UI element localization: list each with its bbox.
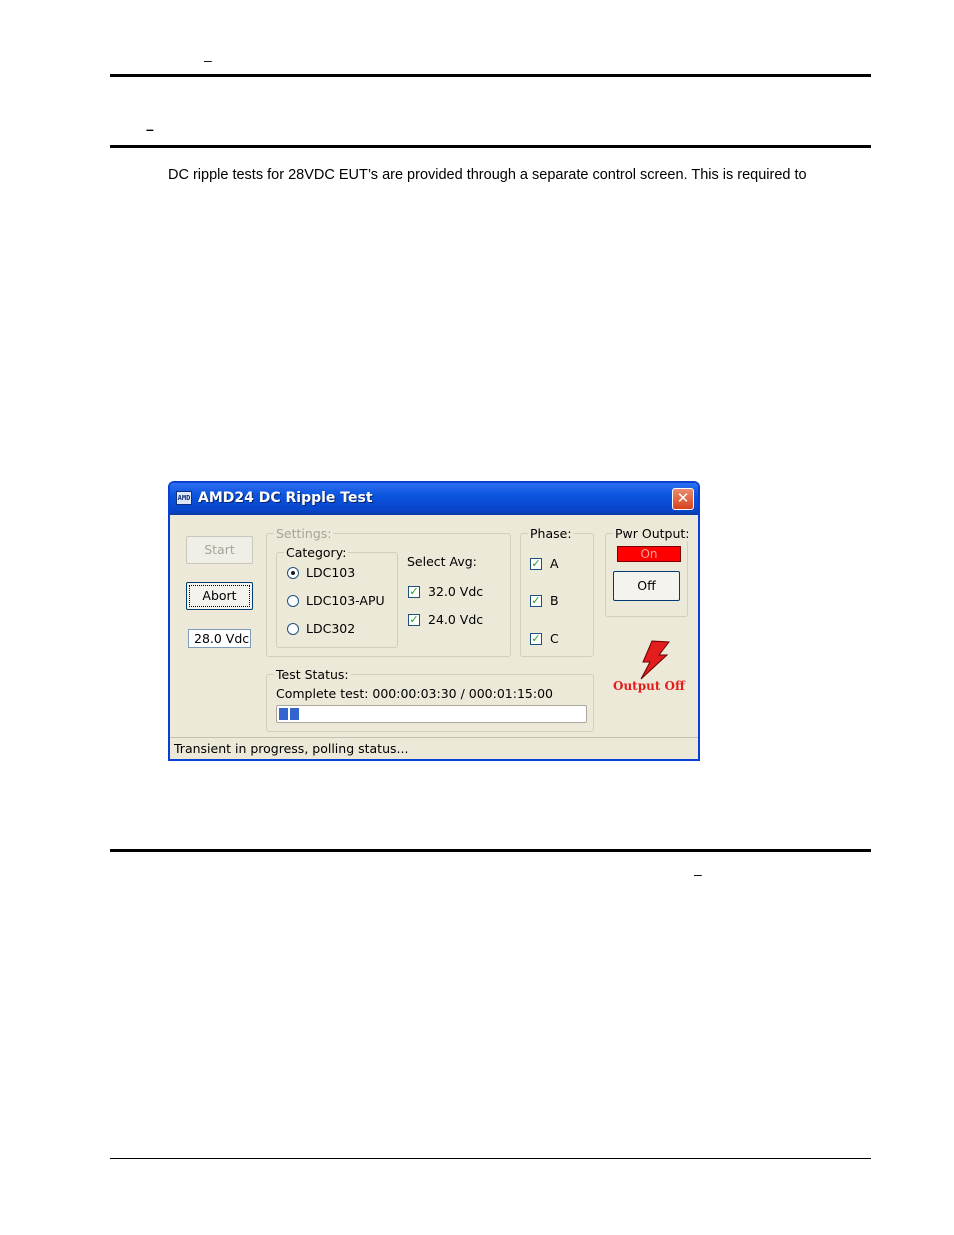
checkbox-phase-b[interactable]: ✓	[531, 594, 541, 607]
checkbox-avg-32-label: 32.0 Vdc	[428, 584, 484, 599]
footer-dash: –	[694, 866, 702, 882]
footer-section-rule	[110, 849, 871, 852]
dc-ripple-test-window	[168, 481, 700, 761]
page-bottom-rule	[110, 1158, 871, 1159]
close-icon: ✕	[676, 489, 690, 507]
select-avg-label: Select Avg:	[407, 554, 477, 569]
output-status-text: Output Off	[613, 679, 685, 693]
checkbox-avg-32[interactable]: ✓	[409, 585, 419, 598]
checkbox-phase-c[interactable]: ✓	[531, 632, 541, 645]
test-status-group	[266, 674, 594, 732]
test-status-text: Complete test: 000:00:03:30 / 000:01:15:00	[276, 686, 553, 701]
progress-segment	[279, 708, 288, 720]
start-button[interactable]	[186, 536, 253, 564]
header-rule	[110, 74, 871, 77]
section-dash: –	[146, 121, 154, 137]
settings-label: Settings:	[276, 526, 332, 541]
phase-label: Phase:	[530, 526, 572, 541]
checkbox-phase-a[interactable]: ✓	[531, 557, 541, 570]
checkbox-avg-24[interactable]: ✓	[409, 613, 419, 626]
checkbox-phase-c-label: C	[550, 631, 559, 646]
abort-button-label: Abort	[202, 588, 237, 603]
test-progress-bar	[276, 705, 587, 723]
status-bar-text: Transient in progress, polling status...	[174, 741, 409, 756]
checkbox-phase-b-label: B	[550, 593, 559, 608]
radio-ldc103[interactable]	[287, 567, 299, 579]
radio-ldc302-label: LDC302	[306, 621, 356, 636]
checkbox-avg-24-label: 24.0 Vdc	[428, 612, 484, 627]
section-rule	[110, 145, 871, 148]
window-title: AMD24 DC Ripple Test	[198, 490, 373, 506]
progress-segment	[290, 708, 299, 720]
status-bar	[170, 737, 698, 759]
category-label: Category:	[286, 545, 347, 560]
output-on-indicator: On	[617, 546, 681, 562]
close-button[interactable]	[672, 488, 694, 510]
test-progress-fill	[279, 708, 299, 720]
start-button-label: Start	[204, 542, 235, 557]
abort-button[interactable]	[186, 582, 253, 610]
pwr-output-label: Pwr Output:	[615, 526, 690, 541]
header-dash: –	[204, 52, 212, 68]
radio-ldc103-apu[interactable]	[287, 595, 299, 607]
title-bar[interactable]	[170, 483, 698, 515]
voltage-readout: 28.0 Vdc	[188, 629, 251, 648]
test-status-label: Test Status:	[276, 667, 349, 682]
radio-ldc103-label: LDC103	[306, 565, 356, 580]
radio-ldc302[interactable]	[287, 623, 299, 635]
lightning-bolt-icon	[638, 640, 672, 680]
body-paragraph: DC ripple tests for 28VDC EUT’s are provided through a separate control screen. This is required to	[168, 167, 807, 183]
off-button[interactable]	[613, 571, 680, 601]
radio-ldc103-apu-label: LDC103-APU	[306, 593, 385, 608]
app-icon: AMD	[176, 491, 192, 505]
off-button-label: Off	[637, 578, 656, 593]
checkbox-phase-a-label: A	[550, 556, 559, 571]
